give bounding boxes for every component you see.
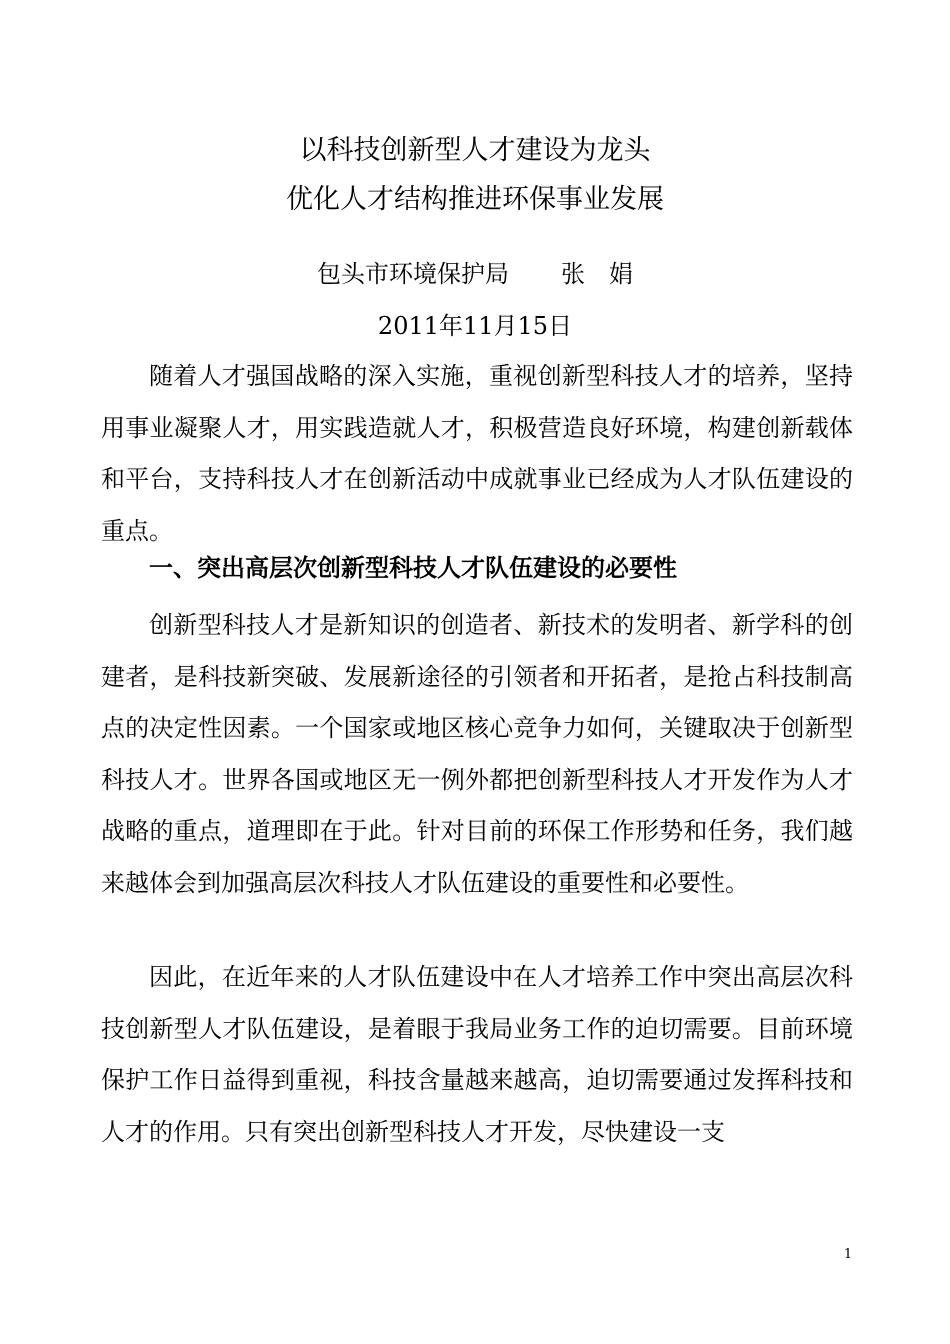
- intro-paragraph: 随着人才强国战略的深入实施，重视创新型科技人才的培养，坚持用事业凝聚人才，用实践造就人才，积极营造良好环境，构建创新载体和平台，支持科技人才在创新活动中成就事业已经成为人才队伍建设的重点。: [101, 362, 853, 545]
- organization: 包头市环境保护局: [317, 260, 509, 288]
- body-paragraph: 创新型科技人才是新知识的创造者、新技术的发明者、新学科的创建者，是科技新突破、发展新途径的引领者和开拓者，是抢占科技制高点的决定性因素。一个国家或地区核心竞争力如何，关键取决于创新型科技人才。世界各国或地区无一例外都把创新型科技人才开发作为人才战略的重点，道理即在于此。针对目前的环保工作形势和任务，我们越来越体会到加强高层次科技人才队伍建设的重要性和必要性。: [101, 611, 853, 897]
- body-paragraph: 因此，在近年来的人才队伍建设中在人才培养工作中突出高层次科技创新型人才队伍建设，是着眼于我局业务工作的迫切需要。目前环境保护工作日益得到重视，科技含量越来越高，迫切需要通过发挥科技和人才的作用。只有突出创新型科技人才开发，尽快建设一支: [101, 963, 853, 1146]
- section-heading: 一、突出高层次创新型科技人才队伍建设的必要性: [149, 553, 677, 582]
- title-line-1: 以科技创新型人才建设为龙头: [299, 135, 651, 166]
- byline: [0, 257, 950, 291]
- document-date: 2011年11月15日: [377, 312, 573, 340]
- author-name: 张 娟: [561, 260, 633, 288]
- page-number: 1: [843, 1247, 853, 1262]
- title-line-2: 优化人才结构推进环保事业发展: [286, 184, 664, 215]
